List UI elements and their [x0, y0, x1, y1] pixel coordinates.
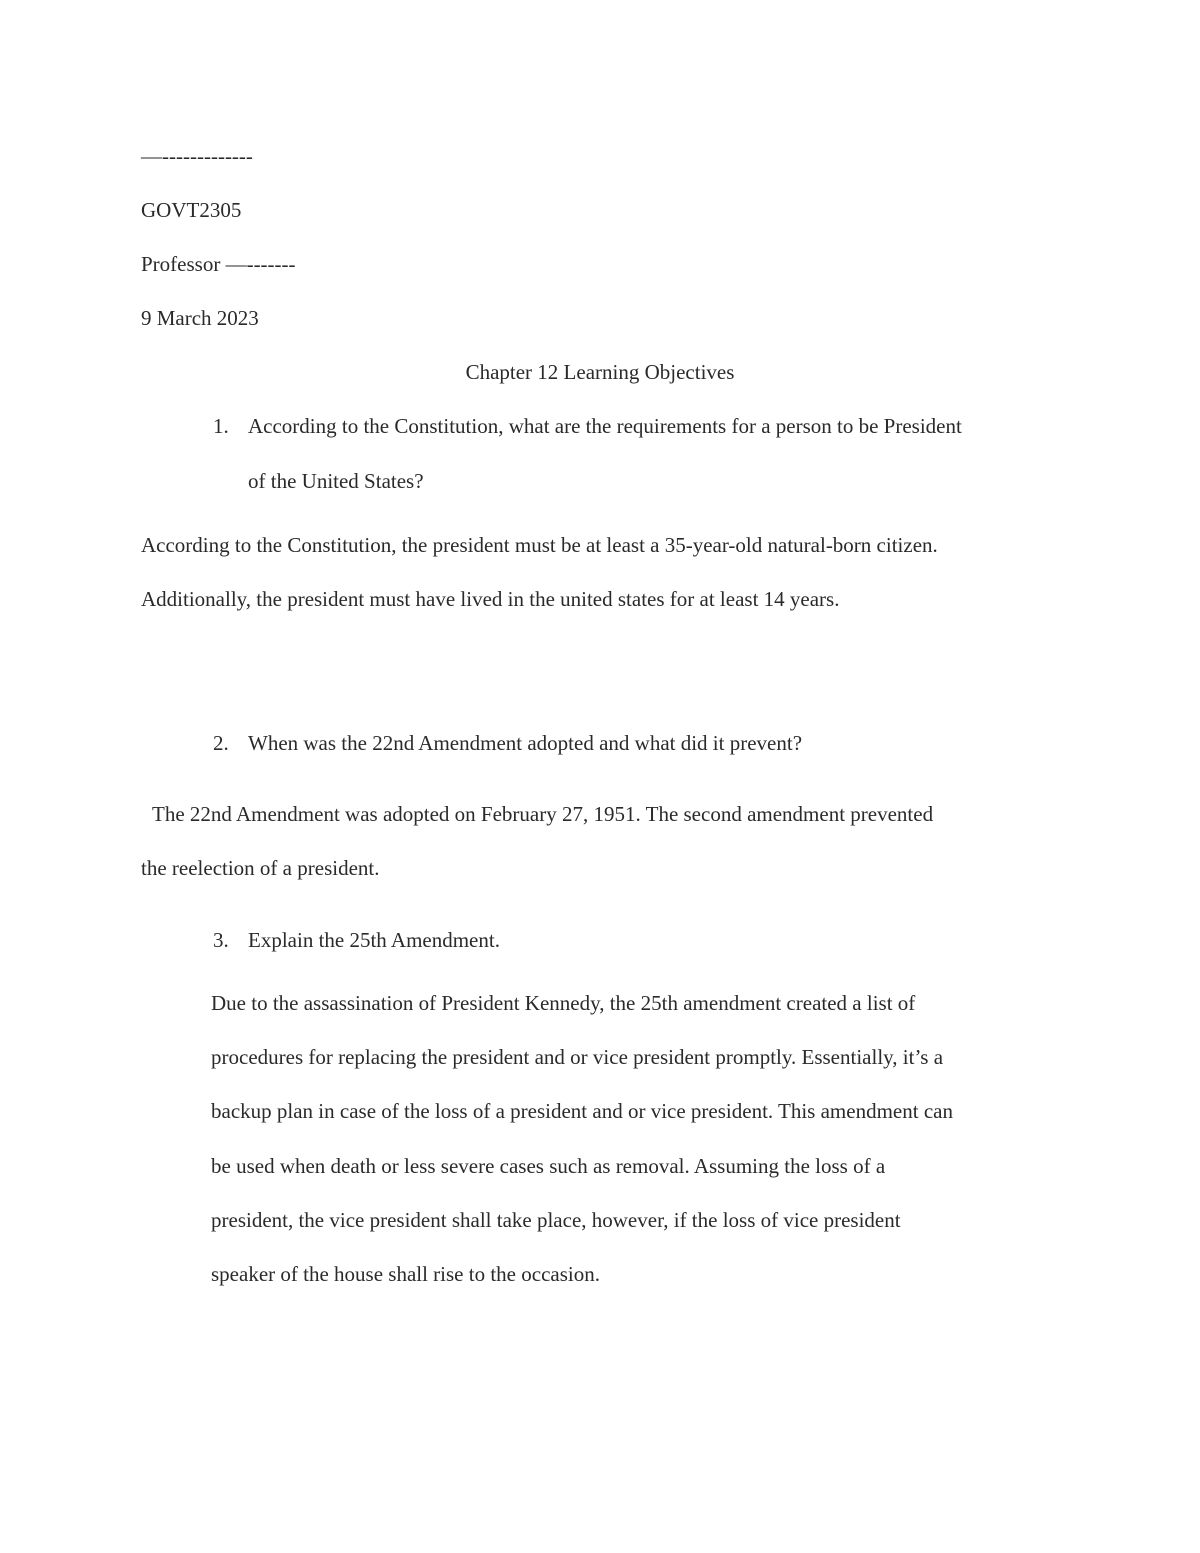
answer-1-line-1: According to the Constitution, the president must be at least a 35-year-old natural-born citizen.	[141, 533, 938, 557]
answer-3-line-5: president, the vice president shall take place, however, if the loss of vice president	[211, 1208, 901, 1232]
answer-3-line-3: backup plan in case of the loss of a president and or vice president. This amendment can	[211, 1099, 953, 1123]
question-1-number: 1.	[213, 414, 229, 438]
question-1-line-1: According to the Constitution, what are the requirements for a person to be President	[248, 414, 962, 438]
answer-3-line-4: be used when death or less severe cases such as removal. Assuming the loss of a	[211, 1154, 886, 1178]
answer-2-line-2: the reelection of a president.	[141, 856, 380, 880]
student-name: —-------------	[141, 144, 253, 168]
document-title: Chapter 12 Learning Objectives	[465, 360, 735, 384]
question-3-line-1: Explain the 25th Amendment.	[248, 928, 500, 952]
document-date: 9 March 2023	[141, 306, 259, 330]
answer-3-line-2: procedures for replacing the president and or vice president promptly. Essentially, it’s a	[211, 1045, 944, 1069]
answer-2-line-1: The 22nd Amendment was adopted on February 27, 1951. The second amendment prevented	[152, 802, 934, 826]
question-1-line-2: of the United States?	[248, 469, 424, 493]
answer-1-line-2: Additionally, the president must have lived in the united states for at least 14 years.	[141, 587, 840, 611]
question-2-number: 2.	[213, 731, 229, 755]
answer-3-line-6: speaker of the house shall rise to the occasion.	[211, 1262, 600, 1286]
professor-name: Professor —-------	[141, 252, 296, 276]
answer-3-line-1: Due to the assassination of President Kennedy, the 25th amendment created a list of	[211, 991, 916, 1015]
course-code: GOVT2305	[141, 198, 242, 222]
question-3-number: 3.	[213, 928, 229, 952]
question-2-line-1: When was the 22nd Amendment adopted and what did it prevent?	[248, 731, 803, 755]
